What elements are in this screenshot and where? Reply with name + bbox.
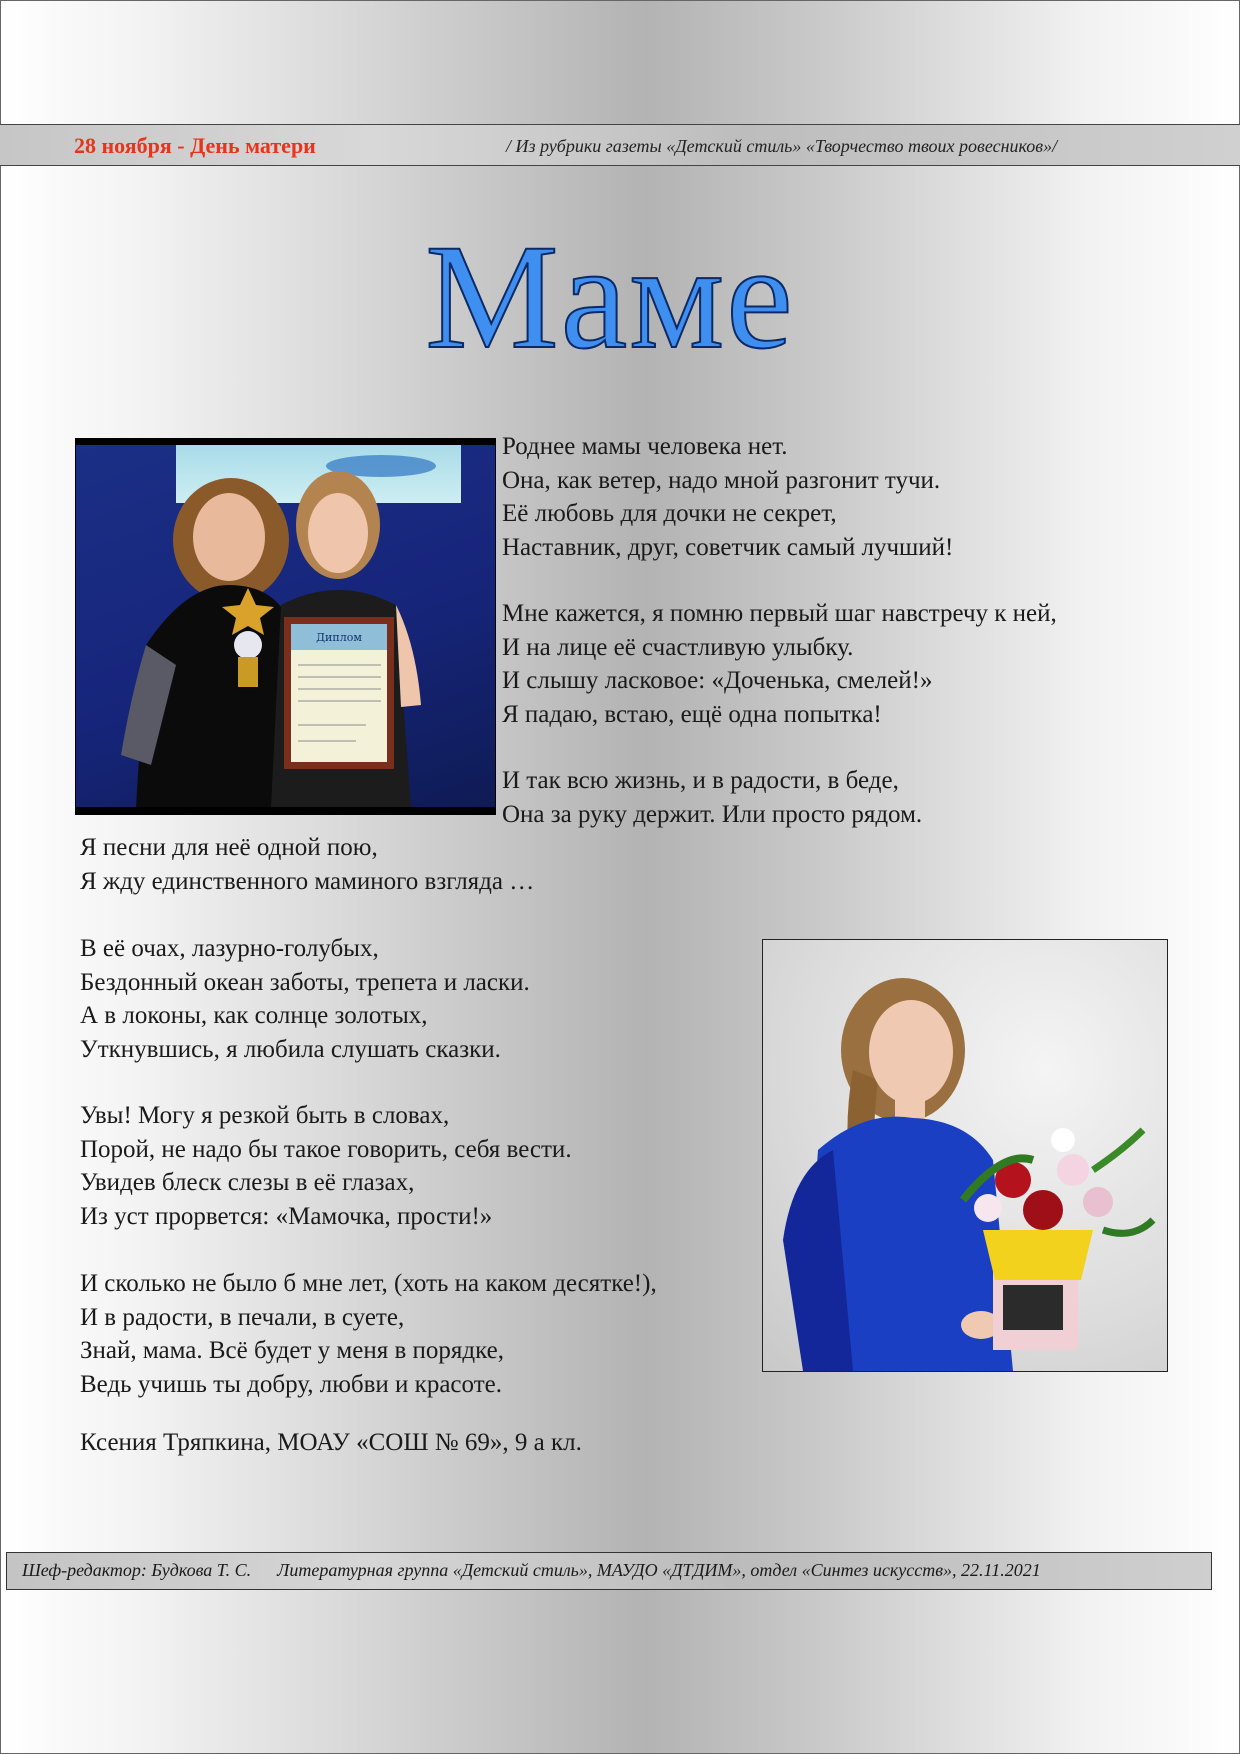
poem-line: Увы! Могу я резкой быть в словах,	[80, 1102, 450, 1129]
poem-stanza-3-continued	[80, 831, 534, 898]
author-signature: Ксения Тряпкина, МОАУ «СОШ № 69», 9 а кл.	[80, 1429, 582, 1456]
photo-mother-daughter	[75, 438, 496, 815]
poem-line: И в радости, в печали, в суете,	[80, 1303, 405, 1331]
poem-line: Я жду единственного маминого взгляда …	[80, 867, 535, 895]
poem-stanza-3	[502, 764, 922, 831]
poem-line: Ведь учишь ты добру, любви и красоте.	[80, 1370, 502, 1398]
poem-stanza-4	[80, 932, 530, 1066]
poem-line: Знай, мама. Всё будет у меня в порядке,	[80, 1337, 504, 1364]
photo-girl-flowers	[762, 939, 1168, 1372]
header-date-event: 28 ноября - День матери	[74, 133, 316, 158]
poem-line: И слышу ласковое: «Доченька, смелей!»	[502, 667, 933, 694]
poem-line: В её очах, лазурно-голубых,	[80, 935, 379, 962]
poem-line: Мне кажется, я помню первый шаг навстречу к ней,	[502, 600, 1057, 627]
footer-editor: Шеф-редактор: Будкова Т. С.	[22, 1560, 252, 1580]
poem-line: Бездонный океан заботы, трепета и ласки.	[80, 968, 530, 996]
poem-line: Роднее мамы человека нет.	[502, 433, 788, 460]
poem-line: И на лице её счастливую улыбку.	[502, 633, 854, 661]
header-rubric: / Из рубрики газеты «Детский стиль» «Творчество твоих ровесников»/	[506, 136, 1058, 156]
poem-line: А в локоны, как солнце золотых,	[80, 1002, 428, 1029]
footer-info: Литературная группа «Детский стиль», МАУДО «ДТДИМ», отдел «Синтез искусств», 22.11.2021	[277, 1560, 1041, 1580]
photo-girl-figure	[763, 940, 1167, 1371]
photo-stage-background	[76, 445, 495, 807]
poem-line: Из уст прорвется: «Мамочка, прости!»	[80, 1202, 493, 1230]
diploma-heading: Диплом	[316, 631, 362, 644]
poem-stanza-6	[80, 1267, 657, 1401]
poem-stanza-2	[502, 597, 1057, 731]
poem-line: Уткнувшись, я любила слушать сказки.	[80, 1035, 501, 1063]
poem-line: Я падаю, встаю, ещё одна попытка!	[502, 700, 882, 728]
poem-line: Наставник, друг, советчик самый лучший!	[502, 533, 954, 561]
poem-stanza-1	[502, 430, 953, 564]
footer-text	[22, 1560, 1041, 1581]
poem-line: Порой, не надо бы такое говорить, себя вести.	[80, 1135, 572, 1163]
page-title: Маме	[425, 214, 795, 380]
poem-stanza-5	[80, 1099, 572, 1233]
poem-line: Она, как ветер, надо мной разгонит тучи.	[502, 466, 941, 494]
poem-line: Она за руку держит. Или просто рядом.	[502, 800, 923, 828]
poem-line: Её любовь для дочки не секрет,	[502, 500, 837, 527]
photo-figures	[76, 445, 495, 807]
poem-line: И сколько не было б мне лет, (хоть на каком десятке!),	[80, 1270, 657, 1297]
poem-line: Увидев блеск слезы в её глазах,	[80, 1169, 415, 1196]
poem-line: Я песни для неё одной пою,	[80, 834, 378, 861]
poem-line: И так всю жизнь, и в радости, в беде,	[502, 767, 899, 794]
